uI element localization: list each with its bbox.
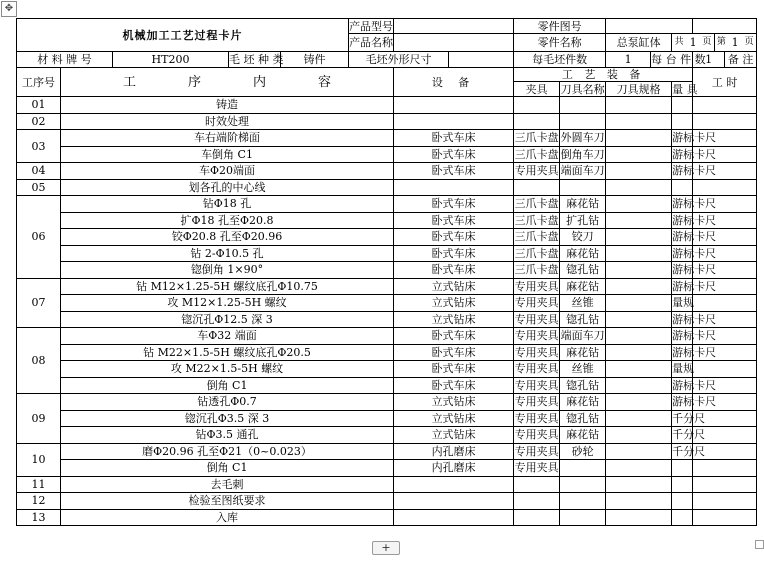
op-content-header: 工 序 内 容: [61, 68, 394, 97]
op-content[interactable]: 钻Φ18 孔: [61, 196, 394, 213]
table-row: [17, 130, 757, 147]
op-gauge[interactable]: [672, 476, 693, 493]
op-gauge[interactable]: 千分尺: [672, 428, 706, 442]
op-content[interactable]: 钻透孔Φ0.7: [61, 394, 394, 411]
op-tool-spec[interactable]: [606, 377, 672, 394]
op-tool-name[interactable]: 丝锥: [560, 361, 606, 378]
op-fixture[interactable]: [514, 179, 560, 196]
product-name-value[interactable]: [394, 34, 514, 52]
op-number: 03: [17, 130, 61, 163]
op-tool-name[interactable]: 锪孔钻: [560, 311, 606, 328]
op-fixture[interactable]: 专用夹具: [514, 395, 559, 409]
op-tool-spec[interactable]: [606, 146, 672, 163]
op-equipment[interactable]: 卧式车床: [394, 262, 514, 279]
op-fixture[interactable]: [514, 113, 560, 130]
blank-size-label: 毛坯外形尺寸: [349, 52, 449, 68]
op-tool-name[interactable]: [560, 509, 606, 526]
op-tool-name[interactable]: 扩孔钻: [560, 212, 606, 229]
op-number: 07: [17, 278, 61, 328]
op-tool-spec[interactable]: [606, 196, 672, 213]
op-content[interactable]: 去毛刺: [61, 476, 394, 493]
table-row: [17, 377, 757, 394]
op-gauge[interactable]: 游标卡尺: [672, 246, 717, 260]
op-tool-spec[interactable]: [606, 179, 672, 196]
op-gauge[interactable]: 游标卡尺: [672, 395, 717, 409]
op-number: 02: [17, 113, 61, 130]
op-tool-name[interactable]: 锪孔钻: [560, 262, 606, 279]
op-gauge[interactable]: 游标卡尺: [672, 147, 717, 161]
op-tool-name[interactable]: 锪孔钻: [560, 410, 606, 427]
part-no-value[interactable]: [606, 19, 693, 34]
op-content[interactable]: 车右端阶梯面: [61, 130, 394, 147]
table-row: [17, 311, 757, 328]
op-gauge[interactable]: 量规: [672, 362, 695, 376]
product-model-value[interactable]: [394, 19, 514, 34]
op-tool-name[interactable]: 麻花钻: [560, 394, 606, 411]
op-equipment[interactable]: 卧式车床: [394, 245, 514, 262]
op-tool-spec[interactable]: [606, 344, 672, 361]
op-tool-name[interactable]: 铰刀: [560, 229, 606, 246]
op-tool-name[interactable]: [560, 476, 606, 493]
op-work-hours[interactable]: [693, 361, 757, 378]
page-unit: 页: [744, 37, 754, 47]
tooling-group-header: 工 艺 装 备: [514, 68, 693, 82]
page-label: 第: [716, 37, 726, 47]
blank-type-value[interactable]: 铸件: [281, 52, 349, 68]
op-equipment[interactable]: 立式钻床: [394, 427, 514, 444]
op-equipment[interactable]: 立式钻床: [394, 410, 514, 427]
op-number: 10: [17, 443, 61, 476]
table-resize-handle[interactable]: [755, 540, 764, 549]
blank-size-value[interactable]: [449, 52, 514, 68]
op-gauge[interactable]: [672, 509, 693, 526]
product-name-label: 产品名称: [349, 34, 394, 52]
op-fixture[interactable]: 专用夹具: [514, 296, 559, 310]
table-row: [17, 410, 757, 427]
table-row: [17, 245, 757, 262]
op-tool-name[interactable]: 外圆车刀: [560, 131, 605, 145]
tool-name-header: 刀具名称: [560, 82, 605, 96]
op-equipment[interactable]: 卧式车床: [394, 163, 514, 180]
equipment-header: 设 备: [394, 68, 514, 97]
op-equipment[interactable]: 卧式车床: [394, 361, 514, 378]
op-equipment[interactable]: [394, 179, 514, 196]
op-tool-name[interactable]: 砂轮: [560, 443, 606, 460]
op-tool-name[interactable]: [560, 493, 606, 510]
op-tool-spec[interactable]: [606, 328, 672, 345]
blank-type-label: 毛 坯 种 类: [229, 53, 284, 66]
op-equipment[interactable]: 卧式车床: [394, 344, 514, 361]
table-row: [17, 146, 757, 163]
op-equipment[interactable]: 卧式车床: [394, 229, 514, 246]
op-tool-name[interactable]: 端面车刀: [560, 164, 605, 178]
op-equipment[interactable]: 卧式车床: [394, 328, 514, 345]
op-tool-spec[interactable]: [606, 361, 672, 378]
op-number: 01: [17, 97, 61, 114]
op-gauge[interactable]: 千分尺: [672, 411, 706, 425]
op-equipment[interactable]: 卧式车床: [394, 196, 514, 213]
add-row-button[interactable]: +: [372, 541, 400, 555]
op-tool-spec[interactable]: [606, 476, 672, 493]
op-content[interactable]: 钻 M22×1.5-5H 螺纹底孔Φ20.5: [61, 344, 394, 361]
op-fixture[interactable]: [514, 493, 560, 510]
op-tool-spec[interactable]: [606, 493, 672, 510]
table-move-handle-icon[interactable]: ✥: [1, 1, 17, 17]
op-content[interactable]: 车Φ32 端面: [61, 328, 394, 345]
total-unit: 页: [700, 34, 714, 51]
op-tool-name[interactable]: [560, 179, 606, 196]
op-tool-spec[interactable]: [606, 163, 672, 180]
total-label: 共: [674, 37, 684, 47]
op-equipment[interactable]: 立式钻床: [394, 394, 514, 411]
op-tool-name[interactable]: [560, 97, 606, 114]
op-equipment[interactable]: 立式钻床: [394, 278, 514, 295]
op-tool-spec[interactable]: [606, 410, 672, 427]
op-content[interactable]: 锪沉孔Φ3.5 深 3: [61, 410, 394, 427]
op-equipment[interactable]: 卧式车床: [394, 212, 514, 229]
op-content[interactable]: 锪倒角 1×90°: [61, 262, 394, 279]
op-work-hours[interactable]: [693, 509, 757, 526]
op-tool-spec[interactable]: [606, 212, 672, 229]
op-content[interactable]: 扩Φ18 孔至Φ20.8: [61, 212, 394, 229]
op-equipment[interactable]: [394, 509, 514, 526]
op-gauge[interactable]: 游标卡尺: [672, 378, 717, 392]
op-content[interactable]: 钻 2-Φ10.5 孔: [61, 245, 394, 262]
op-equipment[interactable]: 卧式车床: [394, 377, 514, 394]
op-tool-spec[interactable]: [606, 229, 672, 246]
op-tool-spec[interactable]: [606, 427, 672, 444]
table-row: [17, 295, 757, 312]
table-row: [17, 493, 757, 510]
op-fixture[interactable]: [514, 509, 560, 526]
op-fixture[interactable]: 专用夹具: [514, 362, 559, 376]
op-content[interactable]: 铰Φ20.8 孔至Φ20.96: [61, 229, 394, 246]
table-row: [17, 460, 757, 477]
op-fixture[interactable]: 三爪卡盘: [514, 246, 559, 260]
fixture-header: 夹具: [514, 82, 560, 97]
op-number: 09: [17, 394, 61, 444]
op-gauge[interactable]: 游标卡尺: [672, 164, 717, 178]
op-content[interactable]: 车倒角 C1: [61, 146, 394, 163]
op-equipment[interactable]: 立式钻床: [394, 311, 514, 328]
op-fixture[interactable]: 专用夹具: [514, 279, 559, 293]
table-row: [17, 163, 757, 180]
op-content[interactable]: 倒角 C1: [61, 377, 394, 394]
op-fixture[interactable]: 专用夹具: [514, 378, 559, 392]
op-tool-spec[interactable]: [606, 311, 672, 328]
op-content[interactable]: 铸造: [61, 97, 394, 114]
table-row: [17, 113, 757, 130]
op-work-hours[interactable]: [693, 493, 757, 510]
op-number: 08: [17, 328, 61, 394]
op-tool-spec[interactable]: [606, 509, 672, 526]
pieces-per-unit-label: 每 台 件 数: [651, 53, 706, 66]
op-tool-name[interactable]: 麻花钻: [560, 427, 606, 444]
op-content[interactable]: 入库: [61, 509, 394, 526]
op-number: 11: [17, 476, 61, 493]
op-number: 12: [17, 493, 61, 510]
op-tool-name[interactable]: 锪孔钻: [560, 377, 606, 394]
op-no-header: 工序号: [17, 68, 61, 97]
op-tool-spec[interactable]: [606, 394, 672, 411]
remarks-label: 备 注: [725, 52, 757, 68]
op-content[interactable]: 时效处理: [61, 113, 394, 130]
table-row: [17, 328, 757, 345]
op-gauge[interactable]: 游标卡尺: [672, 279, 717, 293]
op-equipment[interactable]: 内孔磨床: [394, 443, 514, 460]
op-fixture[interactable]: [514, 476, 560, 493]
op-work-hours[interactable]: [693, 97, 757, 114]
op-content[interactable]: 车Φ20端面: [61, 163, 394, 180]
op-tool-name[interactable]: 丝锥: [560, 295, 606, 312]
part-name-value[interactable]: 总泵缸体: [606, 34, 672, 52]
table-row: [17, 97, 757, 114]
op-gauge[interactable]: 游标卡尺: [672, 263, 717, 277]
op-content[interactable]: 锪沉孔Φ12.5 深 3: [61, 311, 394, 328]
op-fixture[interactable]: 三爪卡盘: [514, 197, 559, 211]
work-hours-header: 工 时: [693, 68, 757, 97]
table-row: [17, 476, 757, 493]
op-content[interactable]: 攻 M22×1.5-5H 螺纹: [61, 361, 394, 378]
op-content[interactable]: 检验至图纸要求: [61, 493, 394, 510]
op-gauge[interactable]: [672, 179, 693, 196]
op-fixture[interactable]: 三爪卡盘: [514, 230, 559, 244]
op-fixture[interactable]: 专用夹具: [514, 428, 559, 442]
op-number: 06: [17, 196, 61, 279]
op-tool-spec[interactable]: [606, 278, 672, 295]
table-row: [17, 196, 757, 213]
op-fixture[interactable]: [514, 97, 560, 114]
op-content[interactable]: 攻 M12×1.25-5H 螺纹: [61, 295, 394, 312]
product-model-label: 产品型号: [349, 19, 394, 33]
table-row: [17, 229, 757, 246]
op-tool-spec[interactable]: [606, 97, 672, 114]
table-row: [17, 278, 757, 295]
op-tool-spec[interactable]: [606, 245, 672, 262]
op-gauge[interactable]: 游标卡尺: [672, 230, 717, 244]
op-equipment[interactable]: 卧式车床: [394, 130, 514, 147]
op-work-hours[interactable]: [693, 113, 757, 130]
op-equipment[interactable]: 卧式车床: [394, 146, 514, 163]
op-number: 05: [17, 179, 61, 196]
gauge-header: 量 具: [672, 82, 698, 96]
op-tool-name[interactable]: [560, 460, 606, 477]
op-fixture[interactable]: 三爪卡盘: [514, 213, 559, 227]
part-name-label: 零件名称: [514, 34, 606, 52]
op-content[interactable]: 倒角 C1: [61, 460, 394, 477]
op-gauge[interactable]: 游标卡尺: [672, 131, 717, 145]
op-tool-spec[interactable]: [606, 295, 672, 312]
card-title: 机械加工工艺过程卡片: [17, 19, 349, 52]
pieces-per-blank-value[interactable]: 1: [606, 52, 651, 68]
op-equipment[interactable]: [394, 476, 514, 493]
op-tool-name[interactable]: 端面车刀: [560, 329, 605, 343]
op-fixture[interactable]: 专用夹具: [514, 312, 559, 326]
table-row: [17, 394, 757, 411]
page-count: [672, 34, 757, 52]
op-number: 13: [17, 509, 61, 526]
table-row: [17, 443, 757, 460]
op-gauge[interactable]: 游标卡尺: [672, 197, 717, 211]
op-fixture[interactable]: 三爪卡盘: [514, 263, 559, 277]
op-work-hours[interactable]: [693, 295, 757, 312]
material-label: 材 料 牌 号: [17, 52, 113, 68]
op-gauge[interactable]: [672, 493, 693, 510]
material-value[interactable]: HT200: [113, 52, 229, 68]
table-row: [17, 212, 757, 229]
op-gauge[interactable]: 游标卡尺: [672, 213, 717, 227]
op-tool-spec[interactable]: [606, 113, 672, 130]
op-content[interactable]: 划各孔的中心线: [61, 179, 394, 196]
op-gauge[interactable]: 游标卡尺: [672, 312, 717, 326]
process-card: [16, 18, 756, 540]
op-fixture[interactable]: 专用夹具: [514, 444, 559, 458]
pieces-per-blank-label: 每毛坯件数: [514, 52, 606, 68]
op-content[interactable]: 磨Φ20.96 孔至Φ21（0~0.023）: [61, 443, 394, 460]
table-row: [17, 179, 757, 196]
op-content[interactable]: 钻 M12×1.25-5H 螺纹底孔Φ10.75: [61, 278, 394, 295]
op-fixture[interactable]: 三爪卡盘: [514, 131, 559, 145]
op-gauge[interactable]: 游标卡尺: [672, 329, 717, 343]
op-equipment[interactable]: [394, 493, 514, 510]
table-row: [17, 361, 757, 378]
total-value[interactable]: 1: [689, 36, 697, 49]
op-fixture[interactable]: 专用夹具: [514, 329, 559, 343]
table-row: [17, 344, 757, 361]
op-equipment[interactable]: 内孔磨床: [394, 460, 514, 477]
op-equipment[interactable]: 立式钻床: [394, 295, 514, 312]
table-row: [17, 427, 757, 444]
op-fixture[interactable]: 专用夹具: [514, 461, 559, 475]
op-tool-spec[interactable]: [606, 460, 672, 477]
op-number: 04: [17, 163, 61, 180]
op-work-hours[interactable]: [693, 179, 757, 196]
part-no-label: 零件图号: [514, 19, 606, 34]
table-row: [17, 509, 757, 526]
op-gauge[interactable]: 游标卡尺: [672, 345, 717, 359]
op-fixture[interactable]: 专用夹具: [514, 345, 559, 359]
op-tool-spec[interactable]: [606, 262, 672, 279]
op-tool-name[interactable]: 麻花钻: [560, 245, 606, 262]
op-tool-name[interactable]: [560, 113, 606, 130]
op-work-hours[interactable]: [693, 460, 757, 477]
op-gauge[interactable]: 量规: [672, 296, 695, 310]
op-gauge[interactable]: [672, 97, 693, 114]
op-gauge[interactable]: [672, 113, 693, 130]
op-gauge[interactable]: [672, 460, 693, 477]
op-tool-spec[interactable]: [606, 130, 672, 147]
pieces-per-unit-value[interactable]: 1: [693, 52, 725, 68]
op-work-hours[interactable]: [693, 476, 757, 493]
process-card-table: [16, 18, 757, 526]
op-tool-name[interactable]: 麻花钻: [560, 278, 606, 295]
op-fixture[interactable]: 专用夹具: [514, 164, 559, 178]
op-tool-name[interactable]: 麻花钻: [560, 344, 606, 361]
op-content[interactable]: 钻Φ3.5 通孔: [61, 427, 394, 444]
op-tool-name[interactable]: 倒角车刀: [560, 147, 605, 161]
tool-spec-header: 刀具规格: [606, 82, 672, 97]
op-fixture[interactable]: 三爪卡盘: [514, 147, 559, 161]
op-equipment[interactable]: [394, 97, 514, 114]
op-equipment[interactable]: [394, 113, 514, 130]
table-row: [17, 262, 757, 279]
op-tool-spec[interactable]: [606, 443, 672, 460]
op-tool-name[interactable]: 麻花钻: [560, 196, 606, 213]
op-fixture[interactable]: 专用夹具: [514, 411, 559, 425]
page-value[interactable]: 1: [731, 36, 739, 49]
op-gauge[interactable]: 千分尺: [672, 444, 706, 458]
